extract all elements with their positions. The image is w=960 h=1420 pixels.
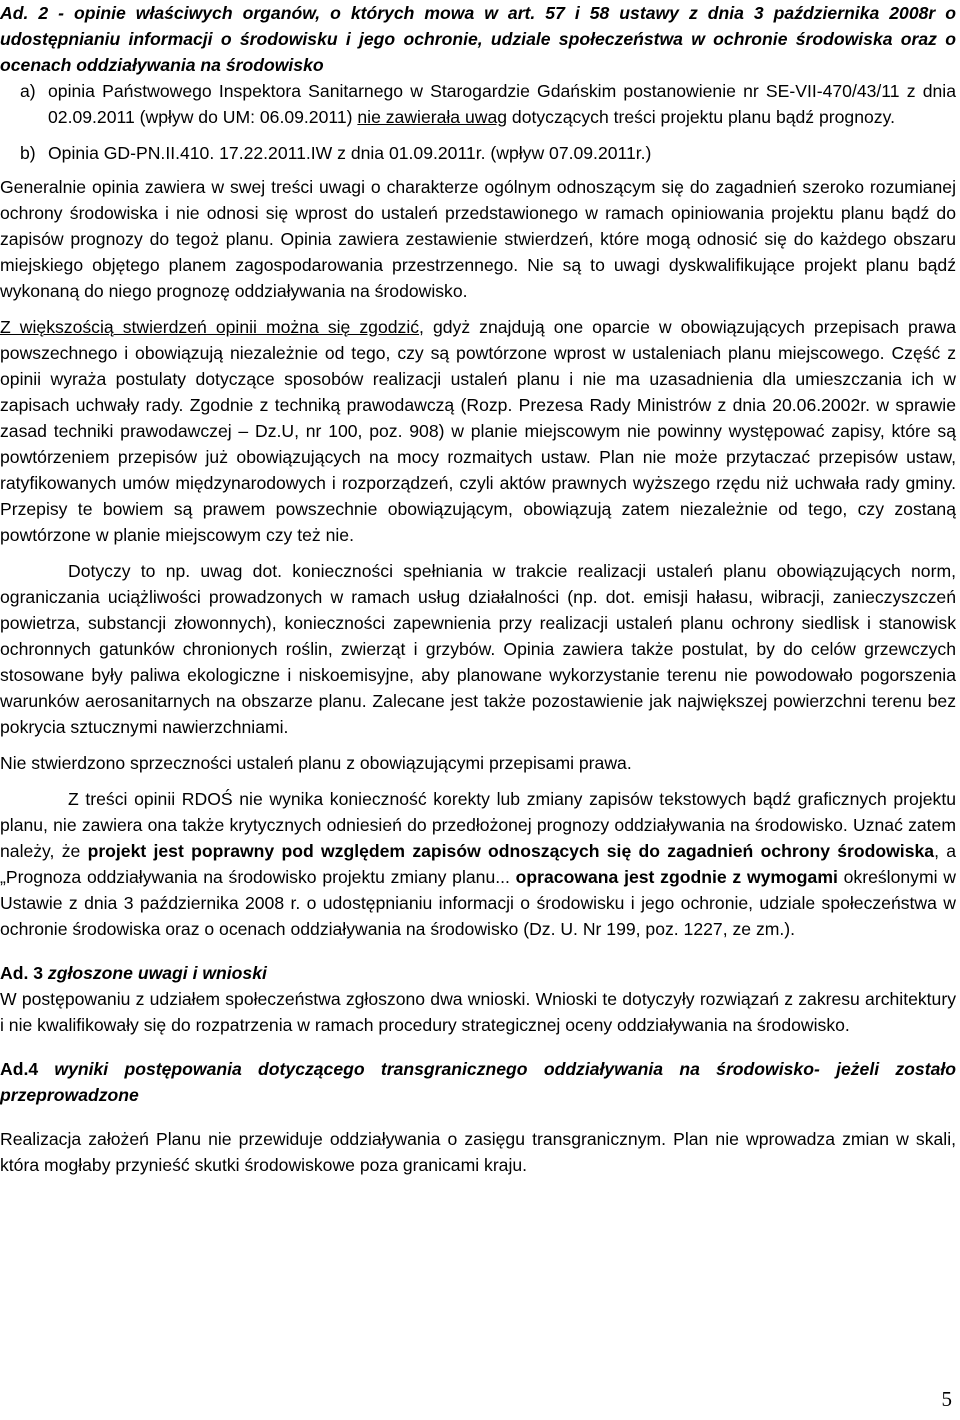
bold-text: projekt jest poprawny pod względem zapisów odnoszących się do zagadnień ochrony środowiska [87,841,935,861]
underlined-text: nie zawierała uwag [357,107,508,127]
paragraph: W postępowaniu z udziałem społeczeństwa zgłoszono dwa wnioski. Wnioski te dotyczyły rozwiązań z zakresu architektury i nie kwalifikowały się do rozpatrzenia w ramach procedury strategicznej oceny oddziaływania na środowisko. [0,989,956,1035]
page-number: 5 [941,1387,952,1411]
section-heading-ad3 [0,960,956,986]
heading-text: zgłoszone uwagi i wnioski [43,963,267,983]
list-label: a) [20,81,36,101]
heading-prefix: Ad. 3 [0,963,44,983]
text-span: opinia Państwowego Inspektora Sanitarnego w Starogardzie Gdańskim postanowienie nr SE-VII-470/43/11 z dnia 02.09.2011 (wpływ do UM: 06.09.2011) [48,81,956,127]
section-heading-ad2: Ad. 2 - opinie właściwych organów, o których mowa w art. 57 i 58 ustawy z dnia 3 października 2008r o udostępnianiu informacji o środowisku i jego ochronie, udziale społeczeństwa w ochronie środowiska oraz o ocenach oddziaływania na środowisko [0,3,956,75]
text-span: określonymi w Ustawie z dnia 3 października 2008 r. o udostępnianiu informacji o środowisku i jego ochronie, udziale społeczeństwa w ochronie środowiska oraz o ocenach oddziaływania na środowisko (Dz. U. Nr 199, poz. 1227, ze zm.). [0,867,956,939]
underlined-text: Z większością stwierdzeń opinii można się zgodzić [0,317,420,337]
list-text [48,78,956,130]
opinion-list [0,78,956,166]
paragraph: Generalnie opinia zawiera w swej treści uwagi o charakterze ogólnym odnoszącym się do zagadnień szeroko rozumianej ochrony środowiska i nie odnosi się wprost do ustaleń przedstawionego w ramach opiniowania projektu planu bądź do zapisów prognozy do tegoż planu. Opinia zawiera zestawienie stwierdzeń, które mogą odnosić się do każdego obszaru miejskiego objętego planem zagospodarowania przestrzennego. Nie są to uwagi dyskwalifikujące projekt planu bądź wykonaną do niego prognozę oddziaływania na środowisko. [0,177,956,301]
text-span: , a „Prognoza oddziaływania na środowisko projektu zmiany planu... [0,841,957,887]
paragraph: Dotyczy to np. uwag dot. konieczności spełniania w trakcie realizacji ustaleń planu obowiązujących norm, ograniczania uciążliwości prowadzonych w ramach usług działalności (np. dot. emisji hałasu, wibracji, zanieczyszczeń powietrza, substancji złowonnych), konieczności zapewnienia przy realizacji ustaleń planu ochrony siedlisk i stanowisk ochronnych gatunków chronionych roślin, zwierząt i grzybów. Opinia zawiera także postulat, by do celów grzewczych stosowane były paliwa ekologiczne i niskoemisyjne, aby planowane wykorzystanie terenu nie powodowało pogorszenia warunków aerosanitarnych na obszarze planu. Zalecane jest także pozostawienie jak największej powierzchni terenu bez pokrycia sztucznymi nawierzchniami. [0,561,956,737]
list-label: b) [20,143,36,163]
heading-prefix: Ad.4 [0,1059,39,1079]
paragraph [0,314,956,548]
paragraph: Realizacja założeń Planu nie przewiduje oddziaływania o zasięgu transgranicznym. Plan nie wprowadza zmian w skali, która mogłaby przynieść skutki środowiskowe poza granicami kraju. [0,1129,956,1175]
list-item [20,78,956,130]
text-span: dotyczących treści projektu planu bądź prognozy. [507,107,895,127]
paragraph [0,786,956,942]
bold-text: opracowana jest zgodnie z wymogami [515,867,838,887]
list-text: Opinia GD-PN.II.410. 17.22.2011.IW z dnia 01.09.2011r. (wpływ 07.09.2011r.) [48,143,652,163]
section-heading-ad4 [0,1056,956,1108]
paragraph: Nie stwierdzono sprzeczności ustaleń planu z obowiązującymi przepisami prawa. [0,753,632,773]
heading-text: wyniki postępowania dotyczącego transgranicznego oddziaływania na środowisko- jeżeli zostało przeprowadzone [0,1059,956,1105]
text-span: Z treści opinii RDOŚ nie wynika konieczność korekty lub zmiany zapisów tekstowych bądź graficznych projektu planu, nie zawiera ona także krytycznych odniesień do przedłożonej prognozy oddziaływania na środowisko. Uznać zatem należy, że [0,789,956,861]
list-item [20,140,956,166]
text-span: , gdyż znajdują one oparcie w obowiązujących przepisach prawa powszechnego i obowiązują niezależnie od tego, czy są powtórzone wprost w ustaleniach planu miejscowego. Część z opinii wyraża postulaty dotyczące sposobów realizacji ustaleń planu i nie ma uzasadnienia dla umieszczania ich w zapisach uchwały rady. Zgodnie z techniką prawodawczą (Rozp. Prezesa Rady Ministrów z dnia 20.06.2002r. w sprawie zasad techniki prawodawczej – Dz.U, nr 100, poz. 908) w planie miejscowym nie powinny występować zapisy, które są powtórzeniem przepisów już obowiązujących na mocy rozmaitych ustaw. Plan nie może przytaczać przepisów ustaw, ratyfikowanych umów międzynarodowych i rozporządzeń, czyli aktów prawnych wyższego rzędu niż uchwała rady gminy. Przepisy te bowiem są prawem powszechnie obowiązującym, obowiązują zatem niezależnie od tego, czy zostaną powtórzone w planie miejscowym czy też nie. [0,317,956,545]
